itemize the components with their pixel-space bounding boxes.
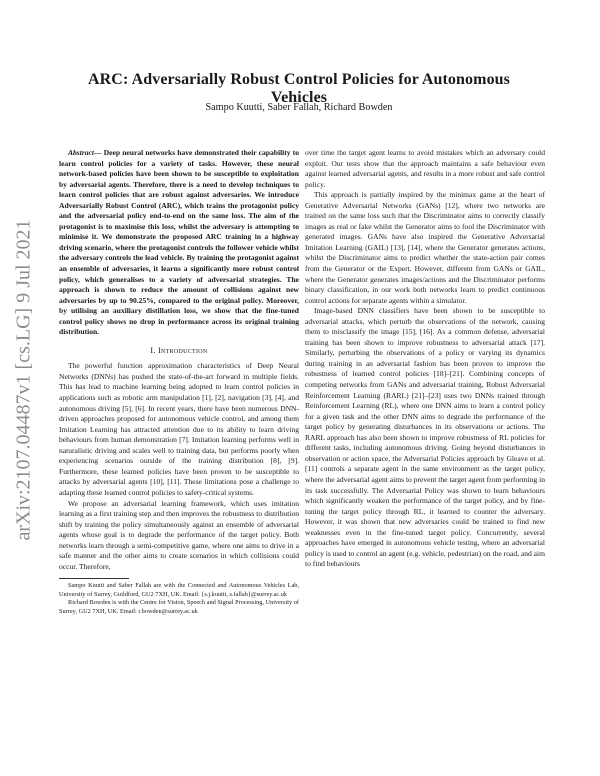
abstract-lead: Abstract bbox=[68, 148, 94, 157]
abstract-text: Deep neural networks have demonstrated their capability to learn control policies for a variety of tasks. However, these neural network-based policies have been shown to be susceptible to exploitation by adversarial agents. Therefore, there is a need to develop techniques to learn control policies that are robust against adversaries. We introduce Adversarially Robust Control (ARC), which trains the protagonist policy and the adversarial policy end-to-end on the same loss. The aim of the protagonist is to maximise this loss, whilst the adversary is attempting to minimise it. We demonstrate the proposed ARC training in a highway driving scenario, where the protagonist controls the follower vehicle whilst the adversary controls the lead vehicle. By training the protagonist against an ensemble of adversaries, it learns a significantly more robust control policy, which generalises to a variety of adversarial strategies. The approach is shown to reduce the amount of collisions against new adversaries by up to 90.25%, compared to the original policy. Moreover, by utilising an auxiliary distillation loss, we show that the fine-tuned control policy shows no drop in performance across its original training distribution. bbox=[59, 148, 300, 337]
abstract bbox=[59, 148, 299, 338]
intro-paragraph-2: We propose an adversarial learning framework, which uses imitation learning as a first training step and then improves the robustness to distribution shift by training the policy simultaneously against an ensemble of adversarial agents whose goal is to degrade the performance of the target policy. Both networks learn through a semi-competitive game, where one aims to drive in a safe manner and the other aims to create scenarios in which collisions could occur. Therefore, bbox=[59, 498, 299, 571]
abstract-dash: — bbox=[94, 148, 104, 157]
arxiv-identifier: arXiv:2107.04487v1 [cs.LG] 9 Jul 2021 bbox=[12, 219, 35, 541]
section-heading-introduction: I. Introduction bbox=[150, 345, 208, 355]
intro-paragraph-3: over time the target agent learns to avoid mistakes which an adversary could exploit. Our tests show that the approach maintains a safe behaviour even against learned adversarial agents, and results in a more robust and safe control policy. bbox=[305, 148, 545, 189]
footnote-affiliation-2: Richard Bowden is with the Centre for Vision, Speech and Signal Processing, University of Surrey, GU2 7XH, UK. Email: r.bowden@surrey.ac.uk bbox=[59, 599, 299, 615]
intro-paragraph-5: Image-based DNN classifiers have been shown to be susceptible to adversarial attacks, which perturb the observations of the network, causing them to misclassify the image [15], [16]. As a common defense, adversarial training has been shown to improve robustness to adversarial attack [17]. Similarly, perturbing the observations of a policy or varying its dynamics during training in an adversarial fashion has been proven to improve the robustness of learned control policies [18]–[21]. Combining concepts of competing networks from GANs and adversarial training, Robust Adversarial Reinforcement Learning (RARL) [21]–[23] uses two DNNs trained through Reinforcement Learning (RL), where one DNN aims to learn a control policy for a given task and the other DNN aims to degrade the performance of the target policy by generating disturbances in its observations or actions. The RARL approach has also been shown to improve robustness of RL policies for different tasks, including autonomous driving. Going beyond disturbances in observation or action space, the Adversarial Policies approach by Gleave et al. [11] controls a separate agent in the same environment as the target policy, where the adversarial agent aims to prevent the target agent from performing in its task successfully. The Adversarial Policy was shown to learn behaviours which significantly weaken the performance of the target policy, and by fine-tuning the target policy through RL, it learned to counter the adversary. However, it was shown that new adversaries could be trained to find new weaknesses even in the fine-tuned target policy. Concurrently, several approaches have emerged in autonomous vehicle testing, where an adversarial policy is used to control an agent (e.g. vehicle, pedestrian) on the road, and aim to find behaviours bbox=[305, 306, 545, 569]
paper-authors: Sampo Kuutti, Saber Fallah, Richard Bowden bbox=[205, 102, 393, 113]
footnotes bbox=[59, 582, 299, 616]
right-column bbox=[305, 148, 545, 570]
footnote-divider bbox=[59, 578, 129, 579]
footnote-affiliation-1: Sampo Kuutti and Saber Fallah are with the Connected and Autonomous Vehicles Lab, University of Surrey, Guildford, GU2 7XH, UK. Email: {s.j.kuutti, s.fallah}@surrey.ac.uk bbox=[59, 582, 299, 598]
intro-paragraph-4: This approach is partially inspired by the minimax game at the heart of Generative Adversarial Networks (GANs) [12], where two networks are trained on the same loss such that the Discriminator aims to correctly classify images as real or fake whilst the Generator aims to fool the Discriminator with generated images. GANs have also inspired the Generative Adversarial Imitation Learning (GAIL) [13], [14], where the Generator generates actions, whilst the Discriminator aims to predict whether the state-action pair comes from the Generator or the Expert. However, different from GANs or GAIL, where the Generator generates images/actions and the Discriminator performs binary classification, in our work both networks learn to predict continuous control actions for separate agents within a simulator. bbox=[305, 190, 545, 305]
intro-paragraph-1: The powerful function approximation characteristics of Deep Neural Networks (DNNs) has pushed the state-of-the-art forward in multiple fields. This has lead to machine learning being adopted to learn control policies in applications such as robotic arm manipulation [1], [2], navigation [3], [4], and autonomous driving [5], [6]. In recent years, there have been numerous DNN-driven approaches proposed for autonomous vehicle control, and among them Imitation Learning has attracted attention due to its ability to learn driving behaviours from human demonstration [7]. Imitation learning performs well in naturalistic driving and scales well to training data, but performs poorly when experiencing scenarios outside of the training distribution [8], [9]. Furthermore, these learned policies have been proven to be susceptible to attacks by adversarial agents [10], [11]. These limitations pose a challenge to adapting these learned control policies to safety-critical systems. bbox=[59, 361, 299, 497]
paper-title: ARC: Adversarially Robust Control Policies for Autonomous Vehicles bbox=[87, 71, 510, 106]
left-column bbox=[59, 148, 299, 616]
arxiv-sidebar-stamp bbox=[4, 150, 44, 610]
